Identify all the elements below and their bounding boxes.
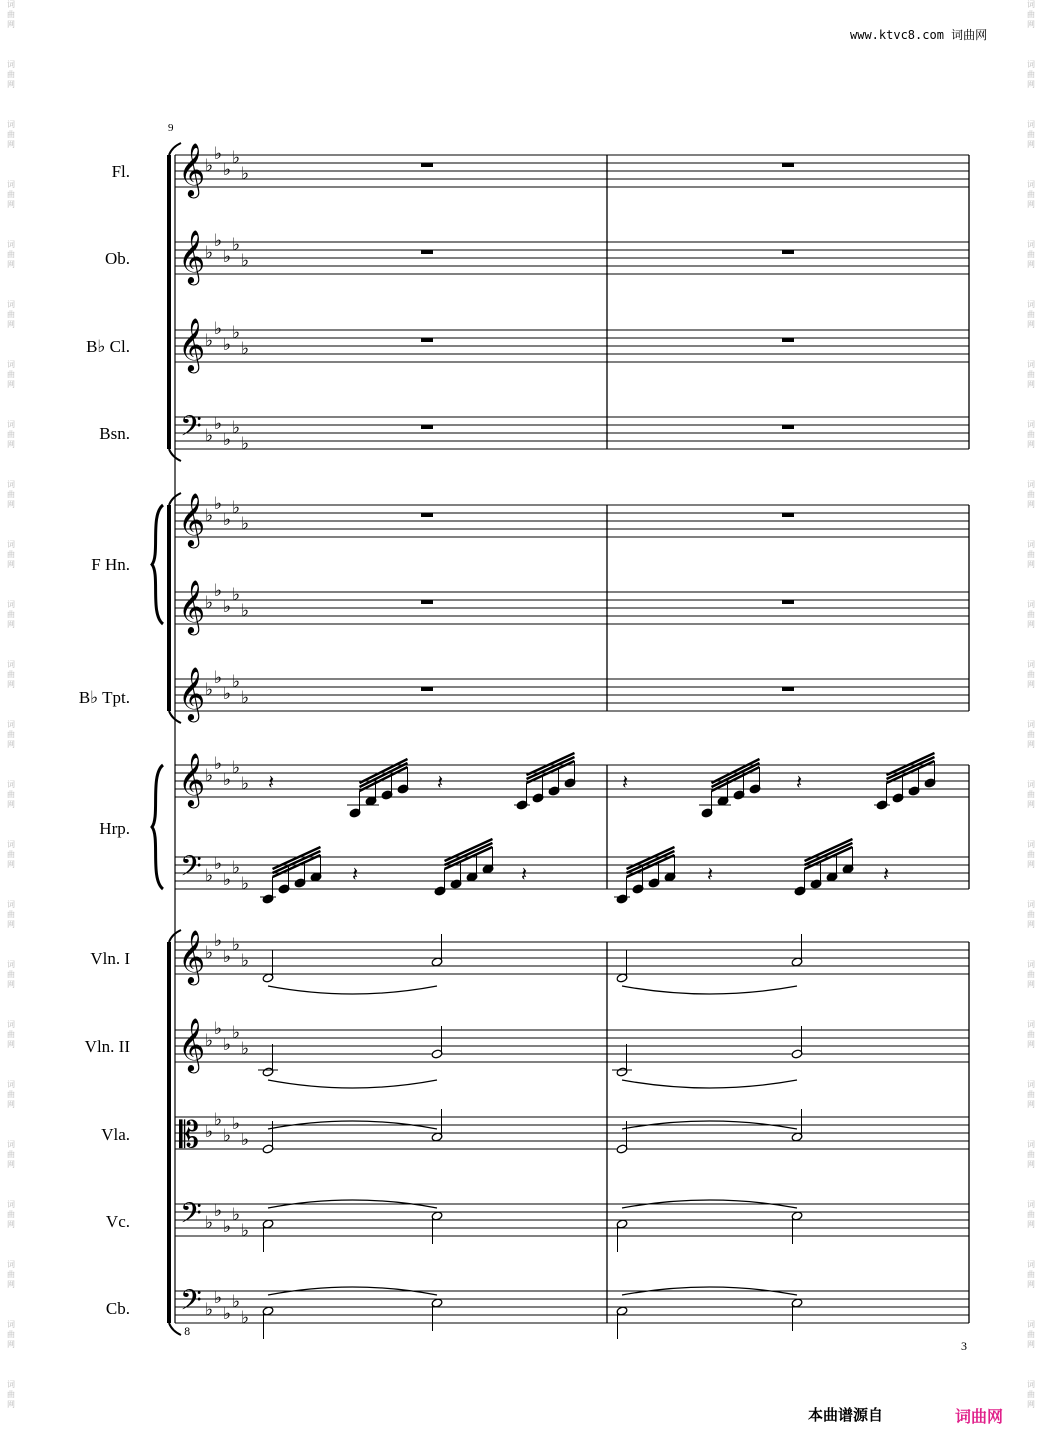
slur <box>268 1080 437 1088</box>
watermark-mark: 词 曲 网 <box>7 1080 15 1109</box>
watermark-mark: 词 曲 网 <box>7 1260 15 1289</box>
bracket <box>167 505 171 711</box>
treble-clef-icon: 𝄞 <box>178 317 206 371</box>
flat-icon: ♭ <box>223 335 232 355</box>
flat-icon: ♭ <box>232 935 241 955</box>
flat-icon: ♭ <box>223 510 232 530</box>
watermark-mark: 词 曲 网 <box>1027 1260 1035 1289</box>
treble-clef-icon: 𝄞 <box>178 752 206 806</box>
flat-icon: ♭ <box>205 943 214 963</box>
flat-icon: ♭ <box>232 858 241 878</box>
flat-icon: ♭ <box>241 514 250 534</box>
watermark-mark: 词 曲 网 <box>7 300 15 329</box>
whole-rest-icon <box>421 513 433 517</box>
watermark-mark: 词 曲 网 <box>7 420 15 449</box>
watermark-mark: 词 曲 网 <box>7 600 15 629</box>
watermark-mark: 词 曲 网 <box>7 840 15 869</box>
watermark-mark: 词 曲 网 <box>1027 660 1035 689</box>
bass-clef-icon: 𝄢 <box>180 1197 202 1237</box>
watermark-mark: 词 曲 网 <box>1027 1080 1035 1109</box>
beam <box>712 763 760 787</box>
watermark-mark: 词 曲 网 <box>7 1200 15 1229</box>
flat-icon: ♭ <box>214 144 223 164</box>
flat-icon: ♭ <box>223 870 232 890</box>
footer-source-label: 本曲谱源自 <box>808 1406 884 1424</box>
brace <box>152 505 163 624</box>
watermark-mark: 词 曲 网 <box>7 0 15 29</box>
whole-rest-icon <box>782 425 794 429</box>
quarter-rest-icon: 𝄽 <box>437 770 444 794</box>
watermark-mark: 词 曲 网 <box>1027 780 1035 809</box>
watermark-mark: 词 曲 网 <box>1027 180 1035 209</box>
flat-icon: ♭ <box>214 1288 223 1308</box>
measure-number: 9 <box>168 122 174 134</box>
watermark-mark: 词 曲 网 <box>7 480 15 509</box>
treble-clef-icon: 𝄞 <box>178 229 206 283</box>
flat-icon: ♭ <box>205 1213 214 1233</box>
treble-clef-icon: 𝄞 <box>178 666 206 720</box>
label-violin-2: Vln. II <box>84 1037 130 1056</box>
flat-icon: ♭ <box>241 1130 250 1150</box>
whole-rest-icon <box>421 163 433 167</box>
flat-icon: ♭ <box>214 414 223 434</box>
label-trumpet: B♭ Tpt. <box>78 688 130 707</box>
watermark-mark: 词 曲 网 <box>1027 1200 1035 1229</box>
flat-icon: ♭ <box>241 601 250 621</box>
flat-icon: ♭ <box>214 319 223 339</box>
flat-icon: ♭ <box>205 243 214 263</box>
watermark-mark: 词 曲 网 <box>1027 240 1035 269</box>
header-site-name: 词曲网 <box>951 28 988 42</box>
watermark-mark: 词 曲 网 <box>7 360 15 389</box>
flat-icon: ♭ <box>223 770 232 790</box>
label-oboe: Ob. <box>104 249 130 268</box>
flat-icon: ♭ <box>241 874 250 894</box>
flat-icon: ♭ <box>223 1035 232 1055</box>
watermark-mark: 词 曲 网 <box>7 1380 15 1409</box>
slur <box>622 1080 797 1088</box>
whole-rest-icon <box>421 600 433 604</box>
slur <box>622 986 797 994</box>
flat-icon: ♭ <box>214 668 223 688</box>
watermark-mark: 词 曲 网 <box>1027 300 1035 329</box>
watermark-mark: 词 曲 网 <box>7 900 15 929</box>
flat-icon: ♭ <box>223 1126 232 1146</box>
watermark-mark: 词 曲 网 <box>7 780 15 809</box>
flat-icon: ♭ <box>205 766 214 786</box>
label-bassoon: Bsn. <box>99 424 130 443</box>
flat-icon: ♭ <box>214 931 223 951</box>
flat-icon: ♭ <box>205 331 214 351</box>
flat-icon: ♭ <box>214 1201 223 1221</box>
flat-icon: ♭ <box>205 156 214 176</box>
flat-icon: ♭ <box>223 247 232 267</box>
bracket-hook <box>169 1323 181 1335</box>
quarter-rest-icon: 𝄽 <box>352 862 359 886</box>
beam <box>445 843 493 865</box>
flat-icon: ♭ <box>232 1114 241 1134</box>
whole-rest-icon <box>782 250 794 254</box>
brace <box>152 765 163 889</box>
quarter-rest-icon: 𝄽 <box>622 770 629 794</box>
flat-icon: ♭ <box>205 1122 214 1142</box>
watermark-mark: 词 曲 网 <box>1027 1320 1035 1349</box>
watermark-mark: 词 曲 网 <box>7 180 15 209</box>
flat-icon: ♭ <box>241 688 250 708</box>
label-harp: Hrp. <box>99 819 130 838</box>
whole-rest-icon <box>421 250 433 254</box>
watermark-mark: 词 曲 网 <box>1027 1140 1035 1169</box>
flat-icon: ♭ <box>232 235 241 255</box>
watermark-mark: 词 曲 网 <box>1027 360 1035 389</box>
flat-icon: ♭ <box>232 1023 241 1043</box>
watermark-mark: 词 曲 网 <box>1027 840 1035 869</box>
watermark-mark: 词 曲 网 <box>7 720 15 749</box>
watermark-mark: 词 曲 网 <box>1027 1380 1035 1409</box>
flat-icon: ♭ <box>241 434 250 454</box>
treble-clef-icon: 𝄞 <box>178 492 206 546</box>
flat-icon: ♭ <box>223 597 232 617</box>
bass-clef-icon: 𝄢 <box>180 1284 202 1324</box>
watermark-mark: 词 曲 网 <box>1027 960 1035 989</box>
flat-icon: ♭ <box>205 506 214 526</box>
watermark-mark: 词 曲 网 <box>1027 720 1035 749</box>
flat-icon: ♭ <box>241 1308 250 1328</box>
flat-icon: ♭ <box>223 947 232 967</box>
flat-icon: ♭ <box>241 339 250 359</box>
alto-clef-icon: 𝄡 <box>179 1115 200 1156</box>
watermark-mark: 词 曲 网 <box>1027 900 1035 929</box>
label-horn: F Hn. <box>91 555 130 574</box>
flat-icon: ♭ <box>214 854 223 874</box>
watermark-mark: 词 曲 网 <box>1027 120 1035 149</box>
watermark-mark: 词 曲 网 <box>7 60 15 89</box>
quarter-rest-icon: 𝄽 <box>521 862 528 886</box>
watermark-mark: 词 曲 网 <box>7 120 15 149</box>
bass-clef-icon: 𝄢 <box>180 850 202 890</box>
watermark-mark: 词 曲 网 <box>7 660 15 689</box>
flat-icon: ♭ <box>241 1221 250 1241</box>
flat-icon: ♭ <box>214 754 223 774</box>
page-number: 3 <box>961 1339 967 1353</box>
flat-icon: ♭ <box>205 1300 214 1320</box>
footer-brand: 词曲网 <box>955 1407 1004 1426</box>
flat-icon: ♭ <box>214 1110 223 1130</box>
flat-icon: ♭ <box>205 426 214 446</box>
beam <box>805 843 853 865</box>
treble-clef-icon: 𝄞 <box>178 579 206 633</box>
header-url-text: www.ktvc8.com <box>850 28 944 42</box>
beam <box>887 757 935 779</box>
flat-icon: ♭ <box>205 680 214 700</box>
watermark-mark: 词 曲 网 <box>7 1140 15 1169</box>
flat-icon: ♭ <box>232 498 241 518</box>
quarter-rest-icon: 𝄽 <box>883 862 890 886</box>
watermark-mark: 词 曲 网 <box>1027 60 1035 89</box>
quarter-rest-icon: 𝄽 <box>268 770 275 794</box>
flat-icon: ♭ <box>232 758 241 778</box>
flat-icon: ♭ <box>205 866 214 886</box>
whole-rest-icon <box>782 338 794 342</box>
flat-icon: ♭ <box>232 148 241 168</box>
flat-icon: ♭ <box>232 1292 241 1312</box>
beam <box>273 851 321 873</box>
flat-icon: ♭ <box>223 1304 232 1324</box>
watermark-mark: 词 曲 网 <box>7 540 15 569</box>
slur <box>268 986 437 994</box>
beam <box>360 763 408 787</box>
treble-clef-icon: 𝄞 <box>178 929 206 983</box>
label-clarinet: B♭ Cl. <box>86 337 130 356</box>
whole-rest-icon <box>782 687 794 691</box>
flat-icon: ♭ <box>232 1205 241 1225</box>
flat-icon: ♭ <box>241 951 250 971</box>
label-viola: Vla. <box>101 1125 130 1144</box>
whole-rest-icon <box>782 600 794 604</box>
label-contrabass: Cb. <box>105 1299 130 1318</box>
whole-rest-icon <box>782 163 794 167</box>
label-violin-1: Vln. I <box>90 949 130 968</box>
watermark-mark: 词 曲 网 <box>1027 480 1035 509</box>
flat-icon: ♭ <box>232 585 241 605</box>
quarter-rest-icon: 𝄽 <box>707 862 714 886</box>
watermark-mark: 词 曲 网 <box>7 1020 15 1049</box>
bracket <box>167 155 171 449</box>
bracket <box>167 942 171 1323</box>
watermark-mark: 词 曲 网 <box>7 960 15 989</box>
quarter-rest-icon: 𝄽 <box>796 770 803 794</box>
watermark-mark: 词 曲 网 <box>1027 420 1035 449</box>
whole-rest-icon <box>421 425 433 429</box>
treble-clef-icon: 𝄞 <box>178 142 206 196</box>
whole-rest-icon <box>421 687 433 691</box>
watermark-mark: 词 曲 网 <box>1027 1020 1035 1049</box>
flat-icon: ♭ <box>232 418 241 438</box>
beam <box>527 757 575 779</box>
whole-rest-icon <box>782 513 794 517</box>
flat-icon: ♭ <box>214 581 223 601</box>
flat-icon: ♭ <box>214 231 223 251</box>
watermark-mark: 词 曲 网 <box>1027 600 1035 629</box>
flat-icon: ♭ <box>223 430 232 450</box>
flat-icon: ♭ <box>214 1019 223 1039</box>
flat-icon: ♭ <box>223 1217 232 1237</box>
label-cello: Vc. <box>105 1212 130 1231</box>
flat-icon: ♭ <box>241 1039 250 1059</box>
flat-icon: ♭ <box>241 164 250 184</box>
bass-clef-icon: 𝄢 <box>180 410 202 450</box>
flat-icon: ♭ <box>223 160 232 180</box>
flat-icon: ♭ <box>205 1031 214 1051</box>
flat-icon: ♭ <box>241 251 250 271</box>
flat-icon: ♭ <box>232 323 241 343</box>
treble-clef-icon: 𝄞 <box>178 1017 206 1071</box>
flat-icon: ♭ <box>241 774 250 794</box>
watermark-mark: 词 曲 网 <box>7 1320 15 1349</box>
flat-icon: ♭ <box>232 672 241 692</box>
label-flute: Fl. <box>111 162 130 181</box>
watermark-mark: 词 曲 网 <box>7 240 15 269</box>
watermark-mark: 词 曲 网 <box>1027 0 1035 29</box>
beam <box>627 851 675 873</box>
watermark-mark: 词 曲 网 <box>1027 540 1035 569</box>
whole-rest-icon <box>421 338 433 342</box>
flat-icon: ♭ <box>205 593 214 613</box>
flat-icon: ♭ <box>223 684 232 704</box>
flat-icon: ♭ <box>214 494 223 514</box>
octave-mark: 8 <box>184 1327 191 1338</box>
